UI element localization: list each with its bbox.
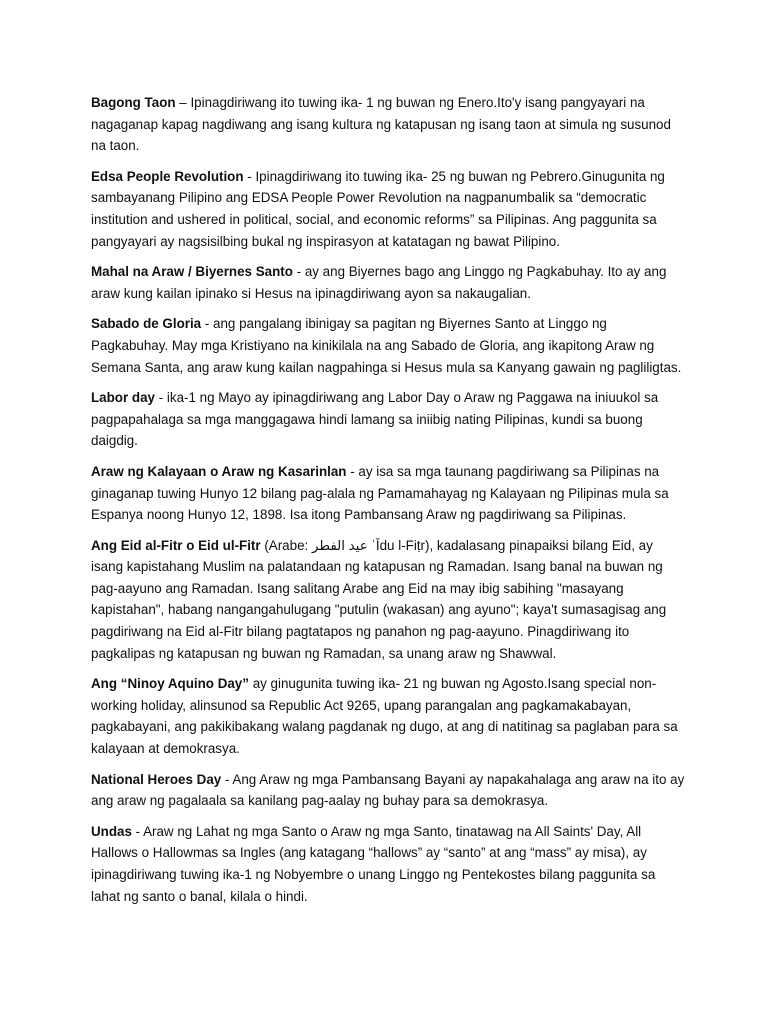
entry-text: - Araw ng Lahat ng mga Santo o Araw ng mga Santo, tinatawag na All Saints' Day, All Hallows o Hallowmas sa Ingles (ang katagang “hallows” ay “santo” at ang “mass” ay misa), ay ipinagdiriwang tuwing ika-1 ng Nobyembre o unang Linggo ng Pentekostes bilang paggunita sa lahat ng santo o banal, kilala o hindi.: [91, 823, 656, 904]
entry-term: Edsa People Revolution: [91, 168, 244, 184]
entry-labor-day: [91, 387, 687, 452]
document-page: [91, 92, 687, 916]
entry-sabado-de-gloria: [91, 313, 687, 378]
entry-bagong-taon: [91, 92, 687, 157]
entry-national-heroes-day: [91, 769, 687, 812]
entry-text: ʿĪdu l-Fiṭr), kadalasang pinapaiksi bilang Eid, ay isang kapistahang Muslim na palatandaan ng katapusan ng Ramadan. Isang banal na buwan ng pag-aayuno ang Ramadan. Isang salitang Arabe ang Eid na may ibig sabihing "masayang kapistahan", habang nangangahulugang "putulin (wakasan) ang ayuno"; kaya't sumasagisag ang pagdiriwang na Eid al-Fitr bilang pagtatapos ng panahon ng pag-aayuno. Pinagdiriwang ito pagkalipas ng katapusan ng buwan ng Ramadan, sa unang araw ng Shawwal.: [91, 537, 667, 661]
entry-term: Mahal na Araw / Biyernes Santo: [91, 264, 293, 280]
entry-term: Ang “Ninoy Aquino Day”: [91, 676, 249, 692]
entry-text: - ay isa sa mga taunang pagdiriwang sa Pilipinas na ginaganap tuwing Hunyo 12 bilang pag-alala ng Pamamahayag ng Kalayaan ng Pilipinas mula sa Espanya noong Hunyo 12, 1898. Isa itong Pambansang Araw ng pagdiriwang sa Pilipinas.: [91, 463, 669, 523]
entry-text: - ika-1 ng Mayo ay ipinagdiriwang ang Labor Day o Araw ng Paggawa na iniuukol sa pagpapahalaga sa mga manggagawa hindi lamang sa iniibig nating Pilipinas, kundi sa buong daigdig.: [91, 390, 659, 449]
entry-mahal-na-araw: [91, 261, 687, 304]
entry-araw-ng-kalayaan: [91, 461, 687, 526]
entry-term: Bagong Taon: [91, 95, 176, 110]
entry-undas: [91, 821, 687, 907]
entry-text: – Ipinagdiriwang ito tuwing ika- 1 ng buwan ng Enero.Ito'y isang pangyayari na nagaganap kapag nagdiwang ang isang kultura ng katapusan ng isang taon at simula ng susunod na taon.: [91, 95, 671, 154]
entry-term: Ang Eid al-Fitr o Eid ul-Fitr: [91, 537, 261, 553]
entry-term: Undas: [91, 823, 132, 839]
entry-text-before-arabic: (Arabe:: [260, 537, 312, 553]
arabic-text: عيد الفطر: [311, 537, 368, 553]
entry-text: - ay ang Biyernes bago ang Linggo ng Pagkabuhay. Ito ay ang araw kung kailan ipinako si Hesus na ipinagdiriwang ayon sa nakaugalian.: [91, 264, 667, 301]
entry-term: Labor day: [91, 390, 155, 406]
entry-text: ay ginugunita tuwing ika- 21 ng buwan ng Agosto.Isang special non-working holiday, alinsunod sa Republic Act 9265, upang parangalan ang pagkamakabayan, pagkabayani, ang pakikibakang walang pagdanak ng dugo, at ang di natitinag sa paglaban para sa kalayaan at demokrasya.: [91, 676, 678, 757]
entry-term: Araw ng Kalayaan o Araw ng Kasarinlan: [91, 463, 347, 479]
entry-term: National Heroes Day: [91, 771, 222, 787]
entry-text: - ang pangalang ibinigay sa pagitan ng Biyernes Santo at Linggo ng Pagkabuhay. May mga Kristiyano na kinikilala na ang Sabado de Gloria, ang ikapitong Araw ng Semana Santa, ang araw kung kailan nagpahinga si Hesus mula sa Kanyang gawain ng pagliligtas.: [91, 316, 682, 375]
entry-ninoy-aquino-day: [91, 673, 687, 759]
entry-eid-al-fitr: [91, 535, 687, 665]
entry-edsa-people-revolution: [91, 166, 687, 252]
entry-text: - Ang Araw ng mga Pambansang Bayani ay napakahalaga ang araw na ito ay ang araw ng pagalaala sa kanilang pag-aalay ng buhay para sa demokrasya.: [91, 771, 685, 809]
entry-term: Sabado de Gloria: [91, 316, 202, 332]
entry-text: - Ipinagdiriwang ito tuwing ika- 25 ng buwan ng Pebrero.Ginugunita ng sambayanang Pilipino ang EDSA People Power Revolution na nagpanumbalik sa “democratic institution and ushered in political, social, and economic reforms” sa Pilipinas. Ang paggunita sa pangyayari ay nagsisilbing bukal ng inspirasyon at katatagan ng bawat Pilipino.: [91, 168, 665, 249]
